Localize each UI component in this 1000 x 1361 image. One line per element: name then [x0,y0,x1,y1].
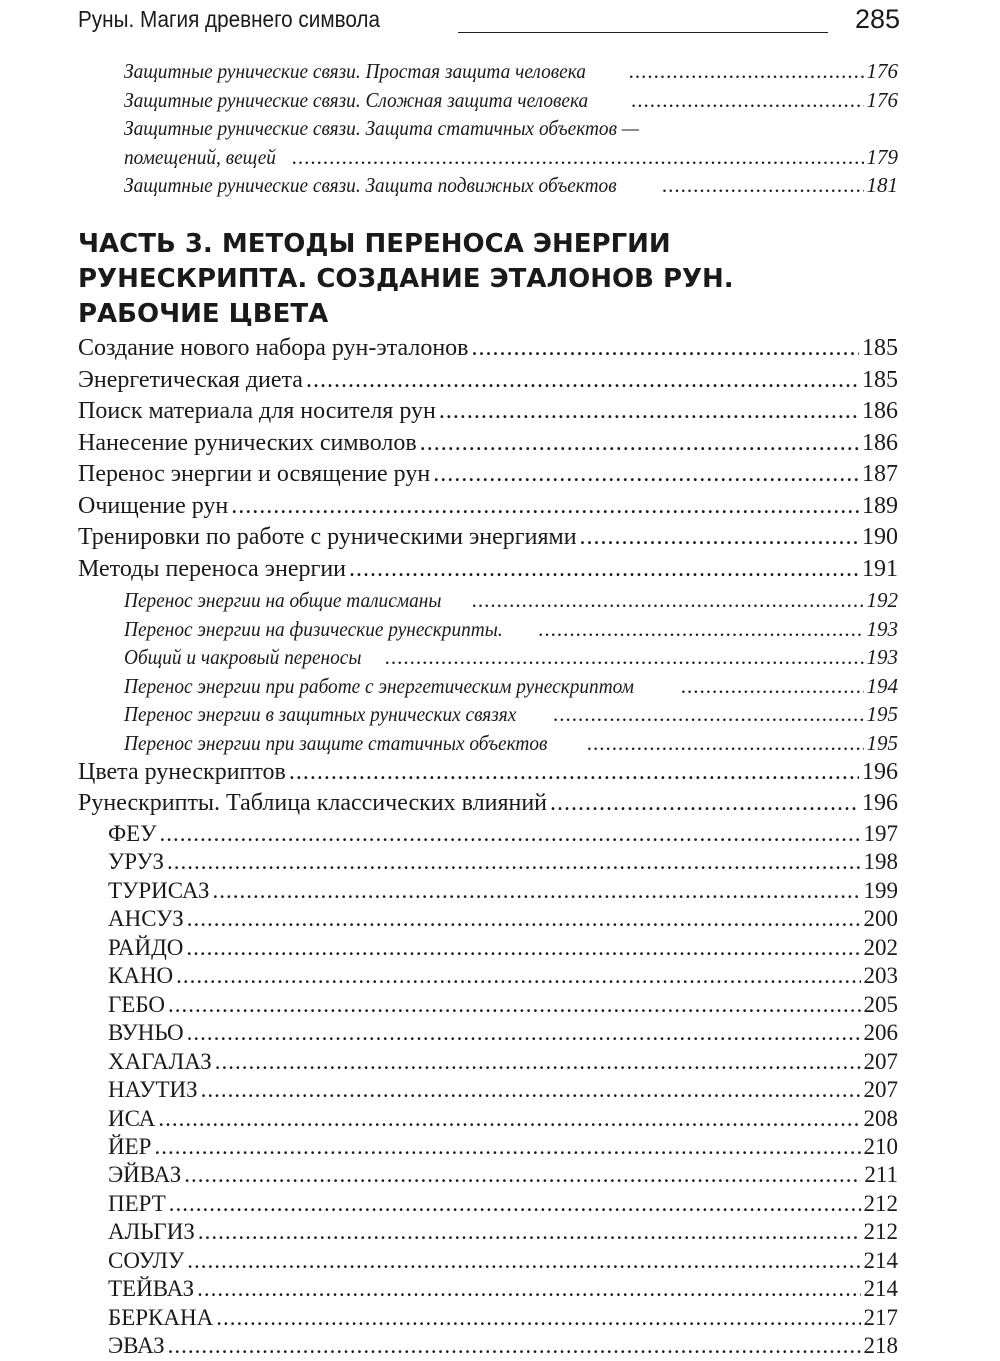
toc-entry[interactable] [78,491,898,523]
toc-entry[interactable] [108,1247,898,1275]
toc-entry[interactable] [108,1275,898,1303]
entry-page: 210 [863,1133,898,1159]
dot-leader [169,1190,861,1218]
toc-entry[interactable] [108,1218,898,1246]
toc-entry[interactable] [108,1161,898,1189]
entry-page: 217 [863,1304,898,1330]
entry-title: ГЕБО [108,991,166,1017]
entry-title: Перенос энергии на физические рунескрипты. [124,616,503,641]
entry-title: ВУНЬО [108,1020,184,1046]
entry-page: 197 [863,821,898,846]
entry-title: Общий и чакровый переносы [124,645,362,669]
toc-entry[interactable] [108,1076,898,1104]
entry-page: 206 [863,1020,898,1046]
part-heading-line: РУНЕСКРИПТА. СОЗДАНИЕ ЭТАЛОНОВ РУН. [78,264,734,294]
toc-entry[interactable] [124,86,898,115]
entry-title: Защитные рунические связи. Защита подвижных объектов [124,173,617,197]
dot-leader [420,428,859,460]
dot-leader [231,491,859,523]
dot-leader [197,1275,860,1303]
toc-entry[interactable] [78,522,898,554]
toc-entry[interactable] [108,1332,898,1360]
toc-entry[interactable] [124,729,898,758]
toc-entry[interactable] [78,396,898,428]
dot-leader [213,877,861,905]
entry-page: 218 [863,1333,898,1359]
entry-page: 205 [863,991,898,1017]
dot-leader [681,672,863,701]
toc-entry[interactable] [108,905,898,933]
entry-title: РАЙДО [108,934,184,960]
entry-page: 211 [864,1162,898,1188]
entry-page: 193 [866,616,898,641]
entry-title: БЕРКАНА [108,1304,214,1330]
dot-leader [433,459,859,491]
entry-title: УРУЗ [108,849,165,875]
entry-page: 190 [862,524,898,550]
entry-title: помещений, вещей [124,144,276,169]
entry-title: ТЕЙВАЗ [108,1276,195,1302]
dot-leader [306,365,859,397]
entry-title: Перенос энергии при защите статичных объектов [124,730,548,755]
toc-top-entries [0,57,1000,200]
toc-entry[interactable] [108,1133,898,1161]
dot-leader [187,1247,860,1275]
toc-entry[interactable] [108,934,898,962]
entry-title: Перенос энергии при работе с энергетическим рунескриптом [124,673,634,698]
part-heading [78,227,734,332]
dot-leader [550,788,859,819]
toc-entry[interactable] [78,788,898,819]
entry-title: Энергетическая диета [78,366,303,393]
entry-page: 194 [866,673,898,698]
entry-title: Нанесение рунических символов [78,429,417,456]
entry-title: Цвета рунескриптов [78,759,286,785]
toc-main-entries-2 [0,757,1000,819]
dot-leader [186,934,860,962]
entry-page: 214 [863,1276,898,1302]
dot-leader [632,86,864,115]
dot-leader [553,700,863,729]
page-number: 285 [854,4,900,34]
entry-title: Рунескрипты. Таблица классических влияний [78,790,548,816]
entry-page: 176 [866,59,898,83]
toc-entry[interactable] [108,848,898,876]
dot-leader [215,1048,861,1076]
entry-title: Защитные рунические связи. Защита статичных объектов — [124,116,639,140]
entry-page: 193 [866,645,898,669]
entry-title: ИСА [108,1105,156,1131]
entry-page: 198 [863,849,898,875]
entry-page: 187 [862,461,898,487]
entry-page: 195 [866,702,898,726]
dot-leader [198,1218,861,1246]
toc-entry[interactable] [124,615,898,644]
entry-page: 185 [862,366,898,393]
entry-page: 189 [862,492,898,519]
dot-leader [472,333,860,365]
dot-leader [439,396,859,428]
entry-page: 207 [863,1048,898,1074]
entry-page: 196 [862,790,898,816]
entry-page: 202 [863,934,898,960]
toc-entry[interactable] [78,554,898,586]
toc-entry[interactable] [124,586,898,615]
toc-entry[interactable] [108,1304,898,1332]
dot-leader [167,848,860,876]
entry-title: Перенос энергии и освящение рун [78,461,431,487]
dot-leader [349,554,859,586]
dot-leader [292,143,863,172]
toc-entry[interactable] [124,672,898,701]
part-heading-line: ЧАСТЬ 3. МЕТОДЫ ПЕРЕНОСА ЭНЕРГИИ [78,229,671,259]
dot-leader [168,1332,861,1360]
dot-leader [187,1019,861,1047]
dot-leader [187,905,861,933]
entry-page: 200 [863,906,898,932]
entry-title: Очищение рун [78,492,229,519]
toc-entry[interactable] [124,643,898,672]
toc-main-entries [0,333,1000,585]
toc-entry[interactable] [78,459,898,491]
dot-leader [158,1105,860,1133]
toc-entry[interactable] [108,1105,898,1133]
entry-title: ФЕУ [108,821,157,846]
toc-entry[interactable] [108,991,898,1019]
entry-title: ТУРИСАЗ [108,877,210,903]
entry-title: АЛЬГИЗ [108,1219,195,1245]
book-title: Руны. Магия древнего символа [78,6,380,32]
entry-title: ЙЕР [108,1133,152,1159]
entry-page: 195 [866,730,898,755]
entry-title: ХАГАЛАЗ [108,1048,212,1074]
entry-title: ЭВАЗ [108,1333,165,1359]
toc-entry[interactable] [124,57,898,86]
entry-page: 207 [863,1077,898,1103]
entry-title: Тренировки по работе с руническими энергиями [78,524,577,550]
toc-entry[interactable] [108,1019,898,1047]
part-heading-line: РАБОЧИЕ ЦВЕТА [78,299,329,329]
entry-page: 203 [863,963,898,989]
toc-entry-continued-line[interactable] [124,114,898,143]
dot-leader [580,522,859,554]
entry-page: 212 [863,1219,898,1245]
entry-page: 208 [863,1105,898,1131]
entry-title: Перенос энергии на общие талисманы [124,588,442,612]
dot-leader [168,991,860,1019]
entry-title: Защитные рунические связи. Сложная защита человека [124,87,589,112]
entry-page: 181 [866,173,898,197]
entry-title: ПЕРТ [108,1190,166,1216]
toc-entry[interactable] [124,143,898,172]
toc-rune-entries [0,820,1000,1361]
entry-title: НАУТИЗ [108,1077,198,1103]
dot-leader [160,820,861,848]
entry-title: ЭЙВАЗ [108,1162,182,1188]
dot-leader [539,615,864,644]
entry-page: 179 [866,144,898,169]
toc-entry[interactable] [108,1048,898,1076]
toc-entry[interactable] [78,333,898,365]
dot-leader [216,1304,860,1332]
toc-entry[interactable] [108,877,898,905]
entry-page: 196 [862,759,898,785]
entry-page: 185 [862,335,898,361]
dot-leader [289,757,859,788]
dot-leader [154,1133,860,1161]
entry-title: Перенос энергии в защитных рунических связях [124,702,517,726]
dot-leader [629,57,863,86]
entry-page: 186 [862,398,898,424]
entry-page: 186 [862,429,898,456]
entry-title: СОУЛУ [108,1247,185,1273]
toc-entry[interactable] [124,700,898,729]
entry-title: Создание нового набора рун-эталонов [78,335,469,361]
entry-page: 212 [863,1190,898,1216]
toc-entry[interactable] [124,171,898,200]
header-rule [458,32,828,33]
entry-title: Поиск материала для носителя рун [78,398,436,424]
toc-entry[interactable] [108,1190,898,1218]
entry-title: АНСУЗ [108,906,184,932]
toc-entry[interactable] [108,820,898,848]
entry-title: КАНО [108,963,174,989]
entry-page: 192 [866,588,898,612]
dot-leader [587,729,863,758]
entry-title: Методы переноса энергии [78,555,347,582]
dot-leader [176,962,860,990]
dot-leader [201,1076,861,1104]
running-header [78,4,900,38]
entry-page: 176 [866,87,898,112]
entry-title: Защитные рунические связи. Простая защита человека [124,59,586,83]
toc-entry[interactable] [108,962,898,990]
toc-entry[interactable] [78,757,898,788]
dot-leader [184,1161,861,1189]
toc-entry[interactable] [78,428,898,460]
entry-page: 199 [863,877,898,903]
dot-leader [662,171,863,200]
toc-entry[interactable] [78,365,898,397]
entry-page: 191 [862,555,898,582]
dot-leader [472,586,863,615]
entry-page: 214 [863,1247,898,1273]
dot-leader [385,643,863,672]
toc-sub-entries [0,586,1000,757]
